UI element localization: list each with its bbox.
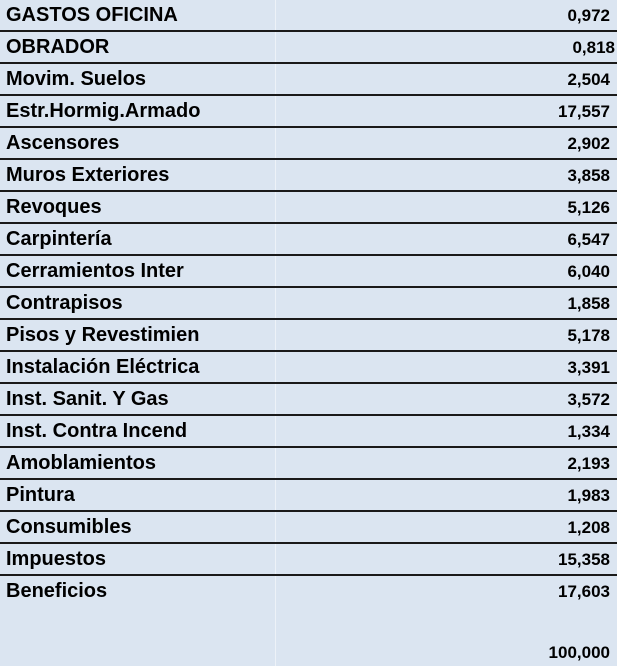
- total-value: 100,000: [548, 643, 610, 662]
- table-row[interactable]: [0, 352, 617, 384]
- row-label: Estr.Hormig.Armado: [6, 100, 201, 122]
- table-row[interactable]: [0, 64, 617, 96]
- table-row[interactable]: [0, 480, 617, 512]
- row-label: Revoques: [6, 196, 102, 218]
- row-label: Muros Exteriores: [6, 164, 170, 186]
- row-value: 6,547: [567, 230, 610, 249]
- table-row[interactable]: [0, 544, 617, 576]
- table-row[interactable]: [0, 416, 617, 448]
- row-label: Inst. Contra Incend: [6, 420, 188, 442]
- row-value: 15,358: [558, 550, 610, 569]
- table-row[interactable]: [0, 160, 617, 192]
- table-row[interactable]: [0, 96, 617, 128]
- row-value: 0,818: [572, 38, 615, 57]
- table-row[interactable]: [0, 192, 617, 224]
- table-row[interactable]: [0, 128, 617, 160]
- row-value: 5,126: [567, 198, 610, 217]
- row-value: 17,603: [558, 582, 610, 601]
- row-value: 2,193: [567, 454, 610, 473]
- row-label: GASTOS OFICINA: [6, 4, 178, 26]
- row-label: Pisos y Revestimien: [6, 324, 200, 346]
- table-row[interactable]: [0, 288, 617, 320]
- row-value: 5,178: [567, 326, 610, 345]
- row-value: 1,208: [567, 518, 610, 537]
- row-label: Movim. Suelos: [6, 68, 147, 90]
- row-label: Consumibles: [6, 516, 132, 538]
- bottom-edge: [0, 666, 617, 670]
- row-label: Beneficios: [6, 580, 108, 602]
- row-label: Instalación Eléctrica: [6, 356, 200, 378]
- row-value: 1,983: [567, 486, 610, 505]
- table-row[interactable]: [0, 320, 617, 352]
- table-row[interactable]: [0, 512, 617, 544]
- row-value: 3,572: [567, 390, 610, 409]
- table-row[interactable]: [0, 224, 617, 256]
- row-value: 17,557: [558, 102, 610, 121]
- table-row[interactable]: [0, 576, 617, 608]
- row-label: OBRADOR: [6, 36, 110, 58]
- table-row[interactable]: [0, 256, 617, 288]
- row-value: 2,504: [567, 70, 610, 89]
- row-value: 3,858: [567, 166, 610, 185]
- row-value: 0,972: [567, 6, 610, 25]
- row-label: Ascensores: [6, 132, 120, 154]
- row-label: Pintura: [6, 484, 75, 506]
- row-label: Carpintería: [6, 228, 112, 250]
- row-value: 6,040: [567, 262, 610, 281]
- table-row[interactable]: [0, 448, 617, 480]
- table-row[interactable]: [0, 0, 617, 32]
- row-label: Cerramientos Inter: [6, 260, 184, 282]
- row-label: Inst. Sanit. Y Gas: [6, 388, 169, 410]
- row-value: 2,902: [567, 134, 610, 153]
- row-label: Contrapisos: [6, 292, 123, 314]
- row-label: Impuestos: [6, 548, 107, 570]
- row-value: 3,391: [567, 358, 610, 377]
- row-value: 1,334: [567, 422, 610, 441]
- table-row[interactable]: [0, 32, 617, 64]
- table-row[interactable]: [0, 384, 617, 416]
- row-label: Amoblamientos: [6, 452, 157, 474]
- row-value: 1,858: [567, 294, 610, 313]
